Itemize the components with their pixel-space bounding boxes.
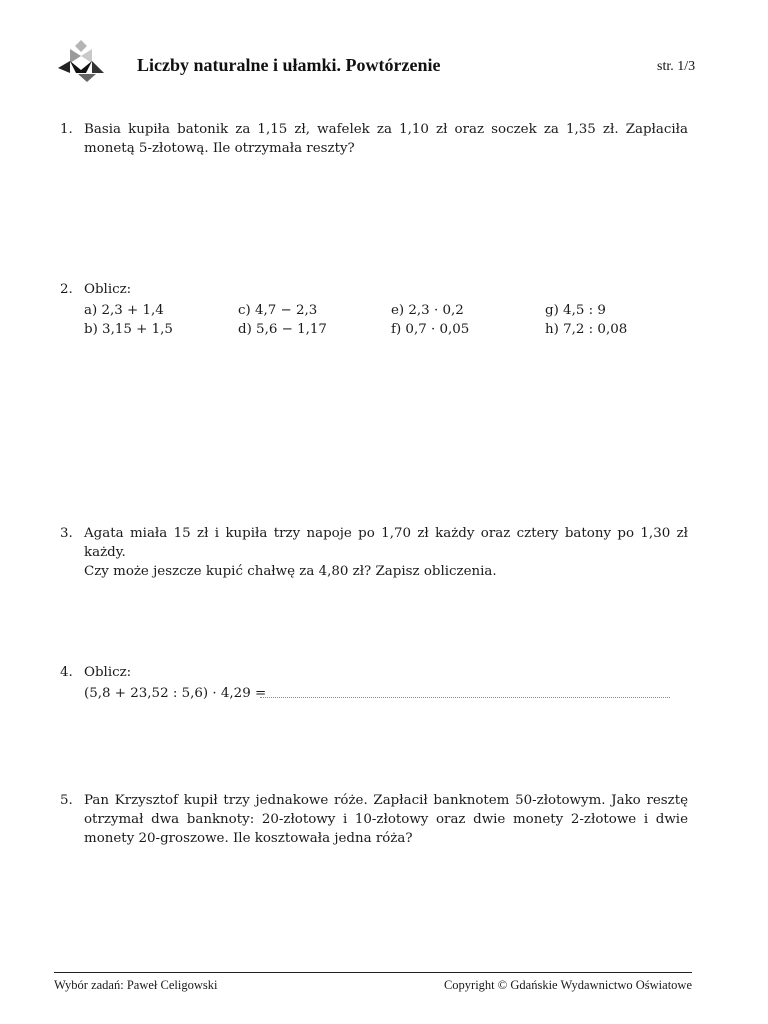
exercise-item: e) 2,3 · 0,2 — [391, 303, 464, 318]
task-line: Agata miała 15 zł i kupiła trzy napoje po 1,70 zł każdy oraz cztery batony po 1,30 zł każdy. — [84, 526, 688, 560]
task-text: Oblicz: — [84, 665, 132, 680]
task-number: 2. — [60, 282, 73, 297]
exercise-item: d) 5,6 − 1,17 — [238, 322, 327, 337]
answer-line[interactable] — [260, 697, 670, 698]
expression-line — [84, 684, 688, 703]
task-text — [84, 524, 688, 581]
footer-author: Wybór zadań: Paweł Celigowski — [54, 978, 218, 992]
expression: (5,8 + 23,52 : 5,6) · 4,29 = — [84, 686, 267, 701]
task-number: 4. — [60, 665, 73, 680]
task-number: 5. — [60, 793, 73, 808]
exercise-item: h) 7,2 : 0,08 — [545, 322, 628, 337]
publisher-logo-icon — [56, 40, 106, 82]
exercise-item: b) 3,15 + 1,5 — [84, 322, 173, 337]
task-5 — [60, 791, 688, 848]
exercise-grid — [84, 299, 688, 339]
task-4 — [60, 663, 688, 703]
exercise-item: f) 0,7 · 0,05 — [391, 322, 470, 337]
task-number: 1. — [60, 122, 73, 137]
footer-copyright: Copyright © Gdańskie Wydawnictwo Oświatowe — [443, 978, 692, 992]
footer-divider — [54, 972, 692, 973]
task-line: Czy może jeszcze kupić chałwę za 4,80 zł? Zapisz obliczenia. — [84, 564, 497, 579]
page-title: Liczby naturalne i ułamki. Powtórzenie — [137, 55, 441, 75]
exercise-item: g) 4,5 : 9 — [545, 303, 606, 318]
exercise-item: c) 4,7 − 2,3 — [238, 303, 318, 318]
exercise-item: a) 2,3 + 1,4 — [84, 303, 164, 318]
page-number: str. 1/3 — [657, 59, 696, 74]
task-3 — [60, 524, 688, 581]
task-number: 3. — [60, 526, 73, 541]
task-1 — [60, 120, 688, 158]
task-text: Pan Krzysztof kupił trzy jednakowe róże. Zapłacił banknotem 50-złotowym. Jako resztę otrzymał dwa banknoty: 20-złotowy i 10-złotowy oraz dwie monety 2-złotowe i dwie monety 20-groszowe. Ile kosztowała jedna róża? — [84, 793, 688, 846]
task-2 — [60, 280, 688, 339]
task-text: Oblicz: — [84, 282, 132, 297]
task-text: Basia kupiła batonik za 1,15 zł, wafelek za 1,10 zł oraz soczek za 1,35 zł. Zapłaciła monetą 5-złotową. Ile otrzymała reszty? — [84, 122, 688, 156]
